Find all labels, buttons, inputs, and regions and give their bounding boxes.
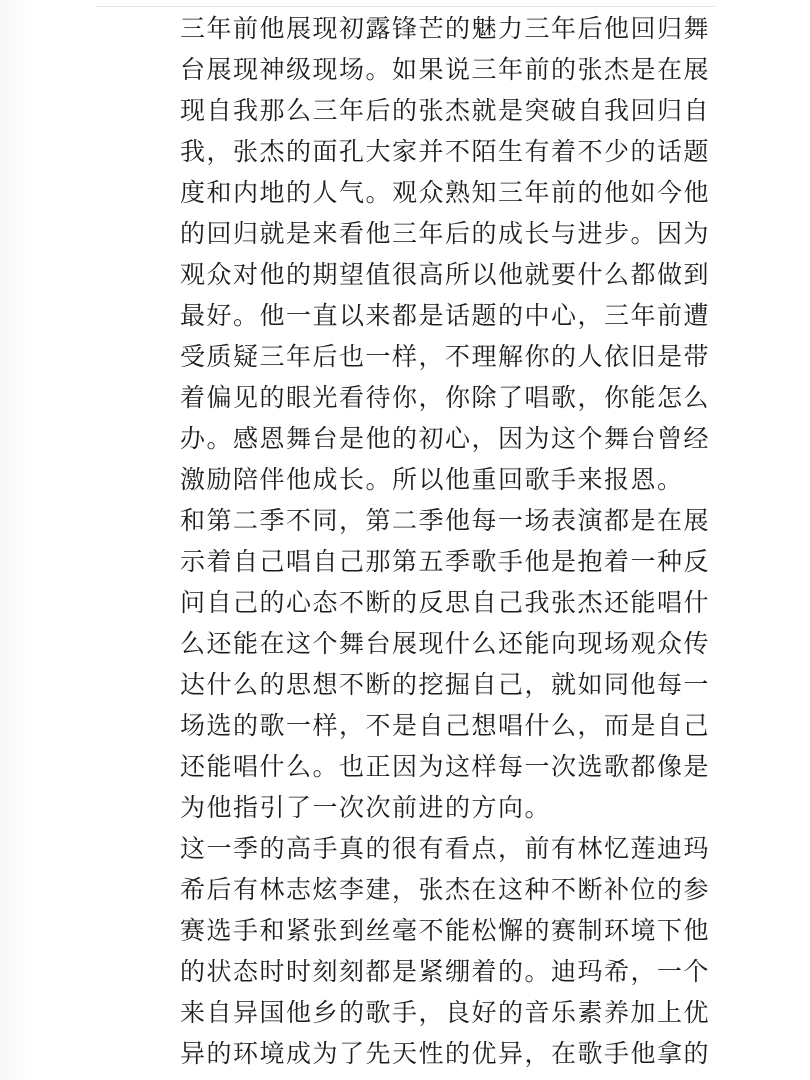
text-line: 达什么的思想不断的挖掘自己，就如同他每一	[180, 670, 711, 699]
text-line: 办。感恩舞台是他的初心，因为这个舞台曾经	[180, 424, 711, 453]
paragraph-1	[180, 8, 711, 500]
text-line: 观众对他的期望值很高所以他就要什么都做到	[180, 260, 711, 289]
left-edge-shade	[0, 0, 30, 1080]
text-line: 异的环境成为了先天性的优异，在歌手他拿的	[180, 1039, 711, 1068]
text-line: 问自己的心态不断的反思自己我张杰还能唱什	[180, 588, 711, 617]
text-line: 受质疑三年后也一样，不理解你的人依旧是带	[180, 342, 711, 371]
text-line: 的状态时时刻刻都是紧绷着的。迪玛希，一个	[180, 957, 711, 986]
text-line: 最好。他一直以来都是话题的中心，三年前遭	[180, 301, 711, 330]
text-line: 希后有林志炫李建，张杰在这种不断补位的参	[180, 875, 711, 904]
text-line: 我，张杰的面孔大家并不陌生有着不少的话题	[180, 137, 711, 166]
text-line: 示着自己唱自己那第五季歌手他是抱着一种反	[180, 547, 711, 576]
paragraph-2	[180, 500, 711, 828]
text-line: 么还能在这个舞台展现什么还能向现场观众传	[180, 629, 711, 658]
article-body	[180, 8, 711, 1074]
text-line: 现自我那么三年后的张杰就是突破自我回归自	[180, 96, 711, 125]
text-line: 场选的歌一样，不是自己想唱什么，而是自己	[180, 711, 711, 740]
text-line: 的回归就是来看他三年后的成长与进步。因为	[180, 219, 711, 248]
top-divider	[95, 6, 715, 7]
text-line: 度和内地的人气。观众熟知三年前的他如今他	[180, 178, 711, 207]
paragraph-3	[180, 828, 711, 1074]
text-line: 和第二季不同，第二季他每一场表演都是在展	[180, 506, 711, 535]
text-line: 激励陪伴他成长。所以他重回歌手来报恩。	[180, 465, 684, 494]
text-line: 三年前他展现初露锋芒的魅力三年后他回归舞	[180, 14, 711, 43]
text-line: 为他指引了一次次前进的方向。	[180, 793, 552, 822]
text-line: 这一季的高手真的很有看点，前有林忆莲迪玛	[180, 834, 711, 863]
text-line: 还能唱什么。也正因为这样每一次选歌都像是	[180, 752, 711, 781]
text-line: 来自异国他乡的歌手，良好的音乐素养加上优	[180, 998, 711, 1027]
text-line: 着偏见的眼光看待你，你除了唱歌，你能怎么	[180, 383, 711, 412]
text-line: 赛选手和紧张到丝毫不能松懈的赛制环境下他	[180, 916, 711, 945]
text-line: 台展现神级现场。如果说三年前的张杰是在展	[180, 55, 711, 84]
